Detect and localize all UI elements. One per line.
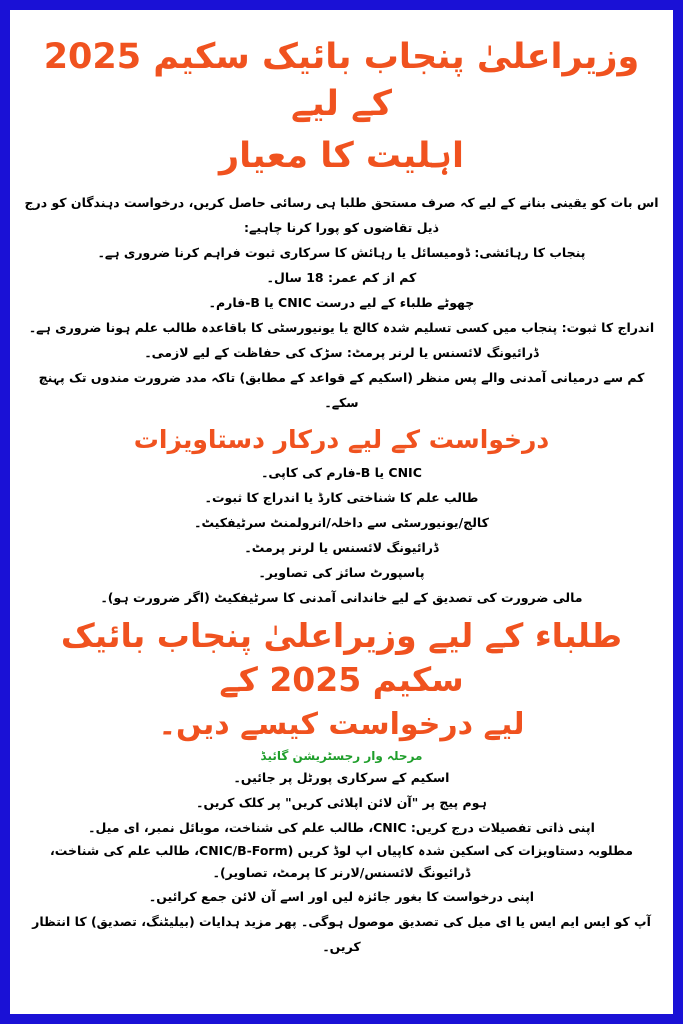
list-item: طالب علم کا شناختی کارڈ یا اندراج کا ثبوت۔ — [204, 489, 479, 505]
list-item: مالی ضرورت کی تصدیق کے لیے خاندانی آمدنی کا سرٹیفکیٹ (اگر ضرورت ہو)۔ — [100, 589, 583, 605]
apply-title-line-1: طلباء کے لیے وزیراعلیٰ پنجاب بائیک سکیم 2025 کے — [60, 615, 623, 700]
documents-list — [10, 460, 673, 610]
eligibility-intro: اس بات کو یقینی بنانے کے لیے کہ صرف مستحق طلبا ہی رسائی حاصل کریں، درخواست دہندگان کو درج ذیل تقاضوں کو پورا کرنا چاہیے: — [24, 194, 659, 235]
list-item: کم از کم عمر: 18 سال۔ — [266, 269, 417, 285]
list-item: پنجاب کا رہائشی: ڈومیسائل یا رہائش کا سرکاری ثبوت فراہم کرنا ضروری ہے۔ — [97, 244, 586, 260]
eligibility-list — [10, 240, 673, 415]
list-item: اندراج کا ثبوت: پنجاب میں کسی تسلیم شدہ کالج یا یونیورسٹی کا باقاعدہ طالب علم ہونا ضروری ہے۔ — [28, 319, 655, 335]
list-item: اسکیم کے سرکاری پورٹل پر جائیں۔ — [233, 770, 450, 786]
list-item: کالج/یونیورسٹی سے داخلہ/انرولمنٹ سرٹیفکیٹ۔ — [194, 514, 489, 530]
list-item: اپنی ذاتی تفصیلات درج کریں: CNIC، طالب علم کی شناخت، موبائل نمبر، ای میل۔ — [88, 820, 595, 836]
list-item: کم سے درمیانی آمدنی والے پس منظر (اسکیم کے قواعد کے مطابق) تاکہ مدد ضرورت مندوں تک پہنچ سکے۔ — [38, 369, 645, 410]
list-item: آپ کو ایس ایم ایس یا ای میل کی تصدیق موصول ہوگی۔ پھر مزید ہدایات (بیلیٹنگ، تصدیق) کا انتظار کریں۔ — [32, 914, 651, 955]
main-title-line-2: اہلیت کا معیار — [219, 135, 464, 176]
list-item: ڈرائیونگ لائسنس یا لرنر پرمٹ: سڑک کی حفاظت کے لیے لازمی۔ — [144, 344, 539, 360]
list-item: چھوٹے طلباء کے لیے درست CNIC یا B-فارم۔ — [208, 294, 475, 310]
main-title-line-1: وزیراعلیٰ پنجاب بائیک سکیم 2025 کے لیے — [43, 37, 640, 125]
documents-heading: درخواست کے لیے درکار دستاویزات — [133, 424, 550, 454]
article-page — [10, 10, 673, 1014]
list-item: ڈرائیونگ لائسنس یا لرنر پرمٹ۔ — [244, 539, 439, 555]
list-item: CNIC یا B-فارم کی کاپی۔ — [261, 464, 422, 480]
list-item: اپنی درخواست کا بغور جائزہ لیں اور اسے آن لائن جمع کرائیں۔ — [148, 889, 535, 905]
apply-title-line-2: لیے درخواست کیسے دیں۔ — [158, 706, 525, 742]
list-item: ہوم پیج پر "آن لائن اپلائی کریں" پر کلک کریں۔ — [196, 795, 487, 811]
list-item: مطلوبہ دستاویزات کی اسکین شدہ کاپیاں اپ لوڈ کریں (CNIC/B-Form، طالب علم کی شناخت، ڈرائیونگ لائسنس/لارنر کا پرمٹ، تصاویر)۔ — [50, 843, 633, 881]
registration-guide-subheading: مرحلہ وار رجسٹریشن گائیڈ — [260, 749, 423, 764]
steps-list — [10, 765, 673, 959]
list-item: پاسپورٹ سائز کی تصاویر۔ — [258, 564, 425, 580]
